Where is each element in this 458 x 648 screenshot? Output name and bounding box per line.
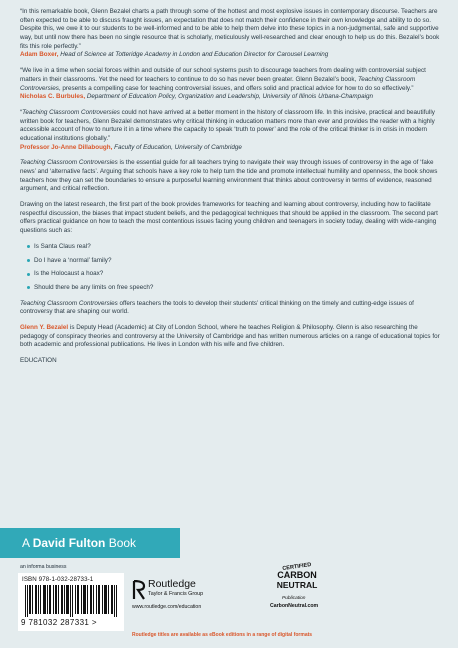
endorser-name: Professor Jo-Anne Dillabough, <box>20 143 113 151</box>
list-item: Should there be any limits on free speech? <box>34 284 446 293</box>
endorsement-quote <box>20 8 446 60</box>
description-paragraph: Drawing on the latest research, the first part of the book provides frameworks for teaching and learning about controversy, including how to facilitate respectful discussion, the biases that impact student beliefs, and the pedagogical techniques that should be applied in the classroom. The second part offers practical guidance on how to teach the most contentious issues facing young children and teenagers in society today, dealing with wide-ranging questions such as: <box>20 201 438 235</box>
carbon-badge-line3: NEUTRAL <box>276 580 318 590</box>
endorser-affiliation: Head of Science at Totteridge Academy in London and Education Director for Carousel Learning <box>60 51 329 59</box>
list-item: Is the Holocaust a hoax? <box>34 270 446 279</box>
isbn-number: ISBN 978-1-032-28733-1 <box>22 576 94 583</box>
endorsement-quote <box>20 109 446 152</box>
barcode-bars <box>25 585 119 617</box>
informa-tagline: an informa business <box>20 564 67 570</box>
publisher-url[interactable]: www.routledge.com/education <box>132 604 202 610</box>
endorser-name: Adam Boxer, <box>20 51 59 59</box>
publisher-name: Routledge <box>148 578 196 590</box>
back-cover-text <box>20 8 446 366</box>
carbon-badge-line1: CERTIFIED <box>282 562 312 573</box>
quote-text: “Teaching Classroom Controversies could not have arrived at a better moment in the history of classroom life. In this incisive, practical and beautifully written book for teachers, Glenn Bezalel demonstrates why critical thinking in education matters more than ever and provides the reader with a highly accessible account of how to nurture it in a time where the capacity to speak ‘truth to power’ and the role of the critical thinker is in crisis in modern educational institutions globally.” <box>20 108 435 142</box>
quote-attribution <box>20 51 446 60</box>
endorser-name: Nicholas C. Burbules, <box>20 93 86 101</box>
carbon-badge-line2: CARBON <box>277 570 317 580</box>
carbon-neutral-url[interactable]: CarbonNeutral.com <box>270 603 319 609</box>
carbon-neutral-badge-icon <box>276 560 318 594</box>
publisher-group: Taylor & Francis Group <box>148 591 204 597</box>
carbon-publication-label: Publication <box>282 596 306 601</box>
endorser-affiliation: Faculty of Education, University of Cambridge <box>114 143 242 151</box>
question-list <box>20 243 446 293</box>
barcode <box>18 573 124 631</box>
endorser-affiliation: Department of Education Policy, Organization and Leadership, University of Illinois Urbana-Champaign <box>86 93 374 101</box>
imprint-banner: A David Fulton Book <box>0 528 180 558</box>
endorsement-quote <box>20 67 446 102</box>
quote-attribution <box>20 93 446 102</box>
quote-attribution <box>20 144 446 153</box>
author-name: Glenn Y. Bezalel <box>20 323 69 331</box>
quote-text: “We live in a time when social forces within and outside of our school systems push to discourage teachers from dealing with controversial subject matters in their classrooms. Yet the need for teachers to continue to do so has never been greater. Glenn Bezalel’s book, Teaching Classroom Controversies, presents a compelling case for teaching controversial issues, and offers solid and practical advice for how to do so effectively.” <box>20 67 426 92</box>
routledge-logo-icon <box>132 580 146 600</box>
author-bio: Glenn Y. Bezalel is Deputy Head (Academic) at City of London School, where he teaches Religion & Philosophy. Glenn is also researching the pedagogy of conspiracy theories and controversy at the University of Cambridge and has written numerous articles on a range of educational topics for both academic and professional publications. He lives in London with his wife and five children. <box>20 323 440 349</box>
ebook-note: Routledge titles are available as eBook editions in a range of digital formats <box>132 632 313 638</box>
ean-number: 9 781032 287331 > <box>21 618 97 627</box>
list-item: Do I have a ‘normal’ family? <box>34 257 446 266</box>
description-paragraph: Teaching Classroom Controversies is the essential guide for all teachers trying to navigate their way through issues of controversy in the age of ‘fake news’ and ‘alternative facts’. Arguing that schools have a key role to help turn the tide and promote intellectual humility and openness, the book shows teachers how they can set the boundaries to ensure a purposeful learning environment that thinks about controversy in terms of evidence, reasoned argument, and critical reflection. <box>20 159 438 193</box>
subject-category: EDUCATION <box>20 357 57 364</box>
quote-text: “In this remarkable book, Glenn Bezalel charts a path through some of the hottest and most explosive issues in contemporary discourse. Teachers are often expected to be able to discuss fraught issues, an expectation that does not match their confidence in their own knowledge and ability to do so. Despite this, we owe it to our students to be well-informed and to be able to help them delve into these topics in a non-judgmental, safe and supportive way, but until now there has been no single resource that is scholarly, meticulously well-researched and clear enough to help us do this. Bezalel’s book fits this role perfectly.” <box>20 8 440 50</box>
list-item: Is Santa Claus real? <box>34 243 446 252</box>
description-paragraph: Teaching Classroom Controversies offers teachers the tools to develop their students’ critical thinking on the timely and cutting-edge issues of controversy that are shaping our world. <box>20 299 414 316</box>
